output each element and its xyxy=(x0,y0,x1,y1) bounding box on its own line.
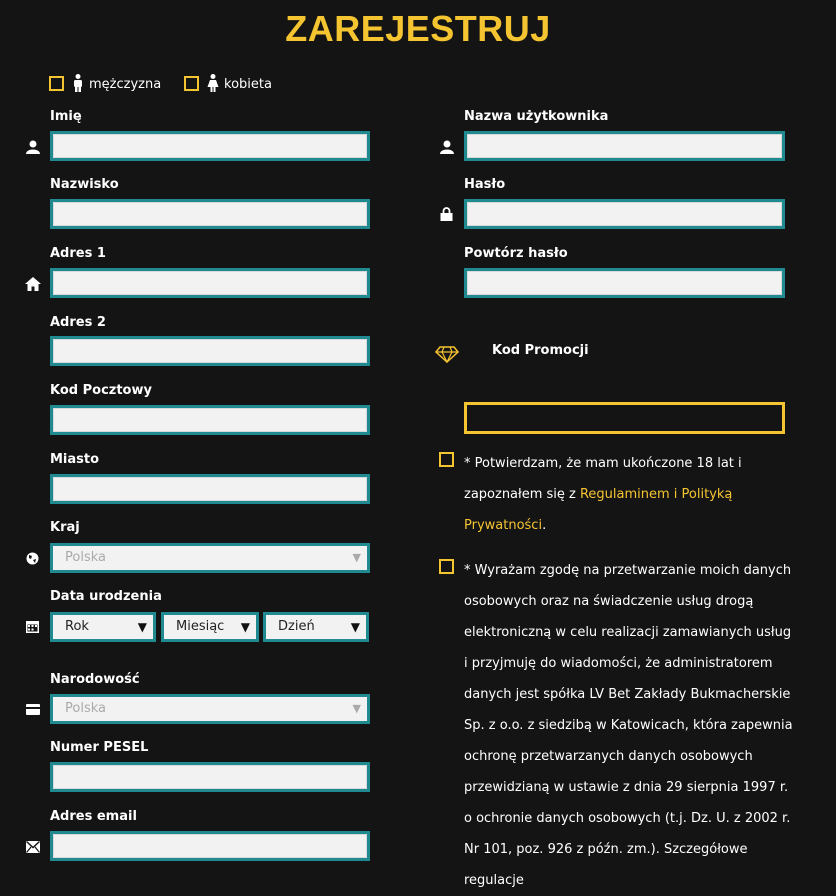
password-input[interactable] xyxy=(464,199,785,229)
year-select[interactable] xyxy=(50,612,156,642)
female-icon xyxy=(207,74,219,92)
globe-icon xyxy=(26,552,39,565)
country-label: Kraj xyxy=(50,520,80,535)
chevron-down-icon: ▼ xyxy=(137,620,147,634)
pesel-input[interactable] xyxy=(50,762,370,792)
age-consent-text xyxy=(464,448,794,541)
promo-code-input[interactable] xyxy=(464,402,785,434)
user-icon xyxy=(440,140,454,154)
female-checkbox[interactable] xyxy=(184,76,199,91)
city-label: Miasto xyxy=(50,452,100,467)
day-select[interactable] xyxy=(263,612,369,642)
male-checkbox[interactable] xyxy=(49,76,64,91)
first-name-input[interactable] xyxy=(50,131,370,161)
last-name-input[interactable] xyxy=(50,199,370,229)
day-value: Dzień xyxy=(278,619,315,634)
country-value: Polska xyxy=(65,550,106,565)
female-label: kobieta xyxy=(224,77,272,92)
postal-code-input[interactable] xyxy=(50,405,370,435)
email-input[interactable] xyxy=(50,831,370,861)
male-icon xyxy=(72,74,84,92)
pesel-label: Numer PESEL xyxy=(50,740,149,755)
promo-label: Kod Promocji xyxy=(492,343,589,358)
data-consent-text: * Wyrażam zgodę na przetwarzanie moich danych osobowych oraz na świadczenie usług drogą elektroniczną w celu realizacji zamawianych usług i przyjmuję do wiadomości, że administratorem danych jest spółka LV Bet Zakłady Bukmacherskie Sp. z o.o. z siedzibą w Katowicach, która zapewnia ochronę przetwarzanych danych osobowych przewidzianą w ustawie z dnia 29 sierpnia 1997 r. o ochronie danych osobowych (t.j. Dz. U. z 2002 r. Nr 101, poz. 926 z późn. zm.). Szczegółowe regulacje xyxy=(464,563,793,888)
username-input[interactable] xyxy=(464,131,785,161)
page-title: ZAREJESTRUJ xyxy=(285,8,551,49)
age-consent-text-start: * Potwierdzam, że mam ukończone 18 lat i zapoznałem się z xyxy=(464,456,742,502)
age-consent-text-end: . xyxy=(542,518,547,533)
chevron-down-icon: ▼ xyxy=(350,620,360,634)
city-input[interactable] xyxy=(50,474,370,504)
user-icon xyxy=(26,140,40,154)
repeat-password-input[interactable] xyxy=(464,268,785,298)
diamond-icon xyxy=(435,346,459,363)
id-card-icon xyxy=(26,704,40,715)
chevron-down-icon: ▼ xyxy=(352,551,361,564)
country-select[interactable] xyxy=(50,543,370,573)
last-name-label: Nazwisko xyxy=(50,177,119,192)
male-label: mężczyzna xyxy=(89,77,162,92)
chevron-down-icon: ▼ xyxy=(240,620,250,634)
data-consent-checkbox[interactable] xyxy=(439,559,454,574)
home-icon xyxy=(25,277,41,291)
email-label: Adres email xyxy=(50,809,137,824)
year-value: Rok xyxy=(65,619,89,634)
address2-input[interactable] xyxy=(50,336,370,366)
nationality-value: Polska xyxy=(65,701,106,716)
nationality-label: Narodowość xyxy=(50,672,140,687)
month-value: Miesiąc xyxy=(176,619,225,634)
first-name-label: Imię xyxy=(50,109,82,124)
terms-privacy-link[interactable]: Regulaminem i Polityką Prywatności xyxy=(464,487,733,533)
calendar-icon xyxy=(26,620,39,633)
repeat-password-label: Powtórz hasło xyxy=(464,246,568,261)
age-consent-checkbox[interactable] xyxy=(439,452,454,467)
birth-date-label: Data urodzenia xyxy=(50,589,162,604)
envelope-icon xyxy=(26,841,40,853)
nationality-select[interactable] xyxy=(50,694,370,724)
address2-label: Adres 2 xyxy=(50,315,106,330)
chevron-down-icon: ▼ xyxy=(352,702,361,715)
username-label: Nazwa użytkownika xyxy=(464,109,609,124)
postal-code-label: Kod Pocztowy xyxy=(50,383,152,398)
month-select[interactable] xyxy=(161,612,259,642)
password-label: Hasło xyxy=(464,177,506,192)
address1-label: Adres 1 xyxy=(50,246,106,261)
lock-icon xyxy=(440,207,453,221)
address1-input[interactable] xyxy=(50,268,370,298)
